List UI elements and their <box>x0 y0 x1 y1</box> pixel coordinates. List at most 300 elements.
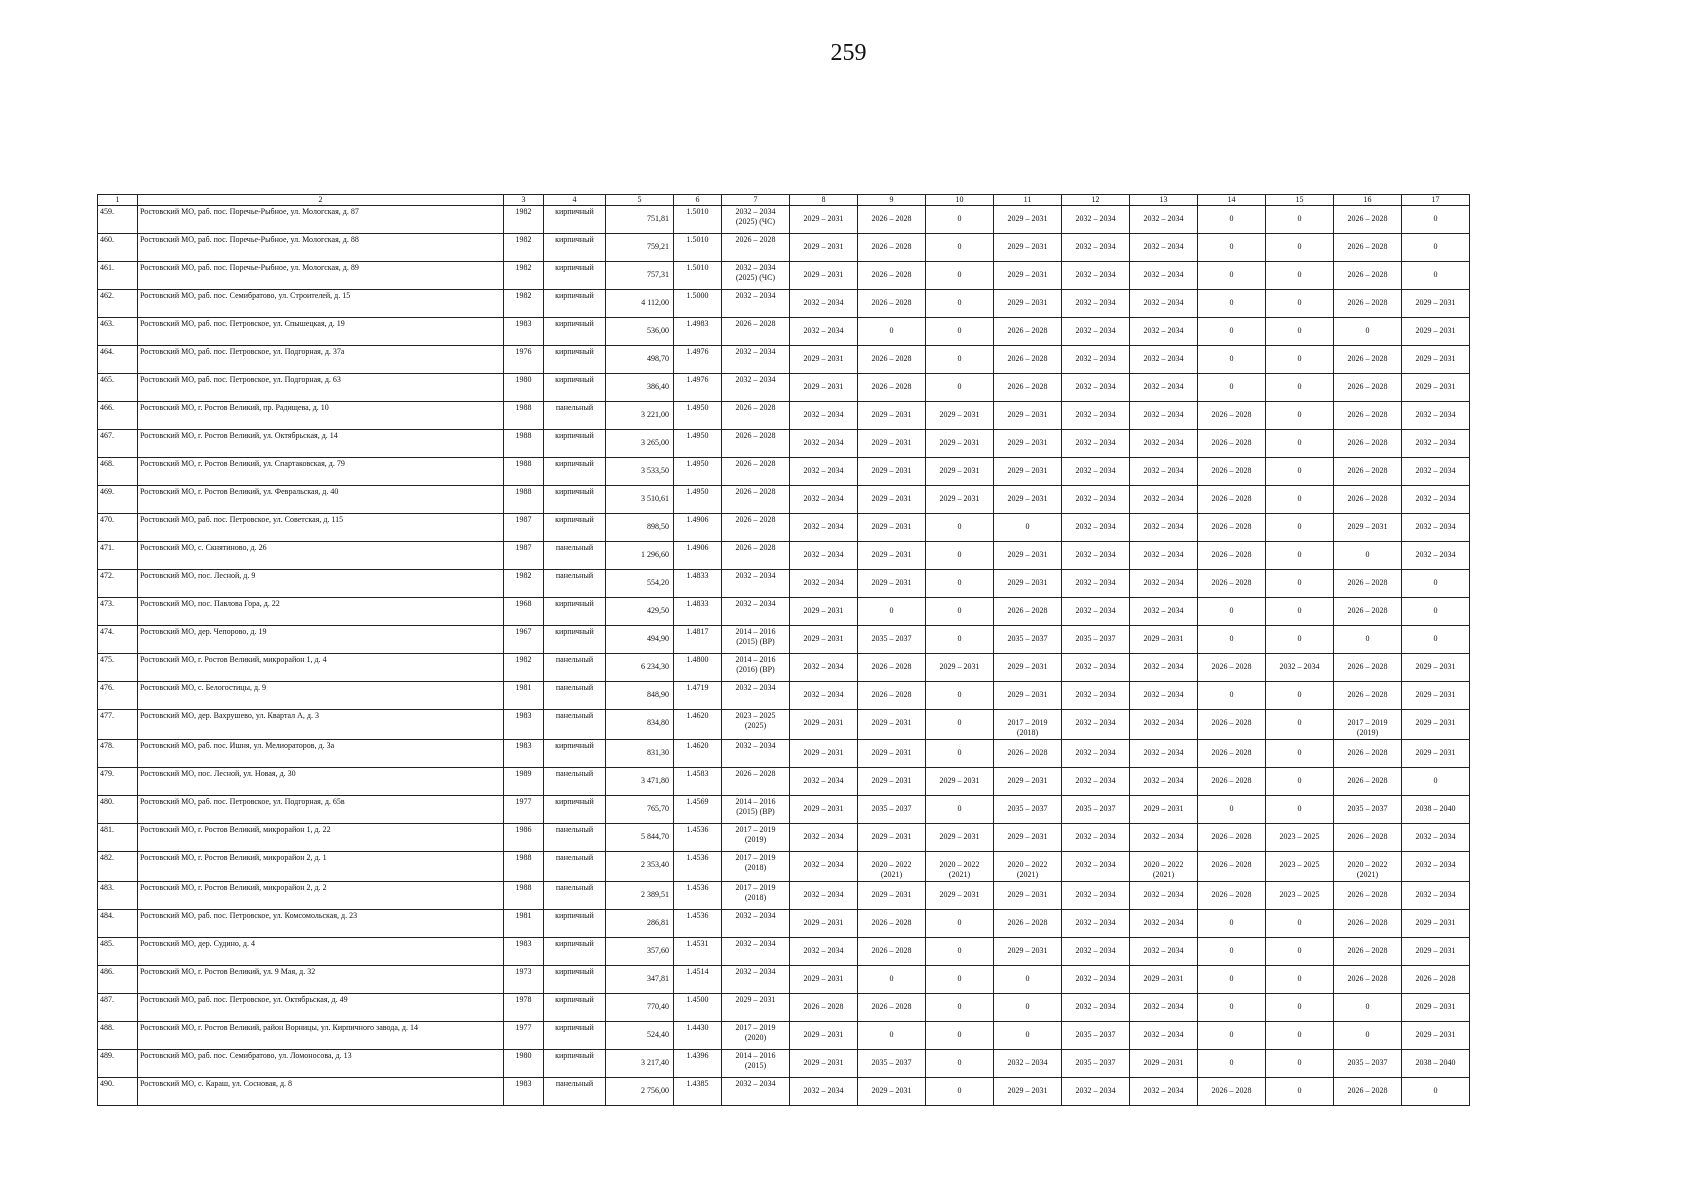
table-cell: 498,70 <box>606 346 674 374</box>
table-cell: 1.4500 <box>674 994 722 1022</box>
table-cell: 2017 – 2019 (2018) <box>722 852 790 882</box>
table-cell: Ростовский МО, раб. пос. Петровское, ул. Подгорная, д. 63 <box>138 374 504 402</box>
table-cell: 1977 <box>504 1022 544 1050</box>
table-cell: 1973 <box>504 966 544 994</box>
table-cell: кирпичный <box>544 938 606 966</box>
table-cell: 0 <box>1266 514 1334 542</box>
table-cell: 2032 – 2034 <box>722 290 790 318</box>
table-cell: 468. <box>98 458 138 486</box>
table-cell: 2032 – 2034 <box>1062 682 1130 710</box>
table-cell: 0 <box>1266 966 1334 994</box>
table-cell: 489. <box>98 1050 138 1078</box>
table-cell: 2026 – 2028 <box>994 346 1062 374</box>
table-cell: 2026 – 2028 <box>722 430 790 458</box>
table-cell: 0 <box>926 262 994 290</box>
table-cell: 1.4620 <box>674 710 722 740</box>
table-cell: Ростовский МО, г. Ростов Великий, микрорайон 2, д. 2 <box>138 882 504 910</box>
table-cell: панельный <box>544 654 606 682</box>
table-cell: 0 <box>1198 938 1266 966</box>
table-cell: 2029 – 2031 <box>790 234 858 262</box>
table-cell: 2029 – 2031 <box>858 458 926 486</box>
table-cell: кирпичный <box>544 994 606 1022</box>
table-cell: 2026 – 2028 <box>1334 262 1402 290</box>
table-cell: 463. <box>98 318 138 346</box>
table-cell: 2 756,00 <box>606 1078 674 1106</box>
table-cell: кирпичный <box>544 206 606 234</box>
table-cell: 2032 – 2034 <box>1402 486 1470 514</box>
table-cell: 1986 <box>504 824 544 852</box>
table-cell: 2026 – 2028 <box>1198 654 1266 682</box>
table-cell: 1983 <box>504 318 544 346</box>
table-cell: 0 <box>1266 402 1334 430</box>
table-cell: 2032 – 2034 <box>1130 514 1198 542</box>
table-cell: 0 <box>1266 768 1334 796</box>
page-number: 259 <box>830 40 867 66</box>
table-cell: 2026 – 2028 <box>1334 910 1402 938</box>
table-cell: 2032 – 2034 <box>790 290 858 318</box>
table-cell: 2026 – 2028 <box>858 346 926 374</box>
table-cell: 0 <box>1334 994 1402 1022</box>
table-cell: 2029 – 2031 <box>994 542 1062 570</box>
table-cell: 2029 – 2031 <box>790 796 858 824</box>
column-header: 15 <box>1266 195 1334 206</box>
table-cell: 1988 <box>504 430 544 458</box>
table-cell: 1.4976 <box>674 374 722 402</box>
table-cell: 0 <box>858 1022 926 1050</box>
table-cell: 1.4536 <box>674 882 722 910</box>
table-cell: 524,40 <box>606 1022 674 1050</box>
table-cell: 0 <box>1334 1022 1402 1050</box>
table-cell: 2032 – 2034 <box>722 598 790 626</box>
table-cell: 1.4833 <box>674 598 722 626</box>
table-cell: 2014 – 2016 (2015) <box>722 1050 790 1078</box>
table-cell: 2035 – 2037 <box>1334 1050 1402 1078</box>
table-cell: 2023 – 2025 (2025) <box>722 710 790 740</box>
table-cell: 474. <box>98 626 138 654</box>
table-cell: 0 <box>1266 740 1334 768</box>
table-cell: 0 <box>1198 966 1266 994</box>
table-cell: панельный <box>544 682 606 710</box>
table-cell: 2026 – 2028 <box>1198 458 1266 486</box>
table-cell: 2029 – 2031 <box>994 486 1062 514</box>
table-cell: 2032 – 2034 <box>1130 910 1198 938</box>
table-cell: 2032 – 2034 <box>1062 910 1130 938</box>
table-cell: 0 <box>1402 768 1470 796</box>
table-cell: 2032 – 2034 <box>790 402 858 430</box>
table-cell: 0 <box>1198 374 1266 402</box>
table-row <box>98 458 1470 486</box>
table-row <box>98 626 1470 654</box>
table-cell: 2032 – 2034 <box>1062 262 1130 290</box>
table-cell: 0 <box>1266 910 1334 938</box>
table-cell: 2026 – 2028 <box>994 910 1062 938</box>
table-cell: 2032 – 2034 <box>790 938 858 966</box>
table-cell: 2026 – 2028 <box>1198 430 1266 458</box>
table-cell: 2035 – 2037 <box>858 1050 926 1078</box>
table-cell: панельный <box>544 710 606 740</box>
table-cell: 1.4396 <box>674 1050 722 1078</box>
table-cell: кирпичный <box>544 374 606 402</box>
table-cell: 0 <box>1334 542 1402 570</box>
table-cell: 2029 – 2031 <box>1130 1050 1198 1078</box>
table-cell: 2026 – 2028 <box>790 994 858 1022</box>
table-cell: 490. <box>98 1078 138 1106</box>
column-header: 5 <box>606 195 674 206</box>
table-cell: 0 <box>1266 290 1334 318</box>
table-cell: 0 <box>1266 598 1334 626</box>
table-cell: 2017 – 2019 (2019) <box>722 824 790 852</box>
table-row <box>98 542 1470 570</box>
table-cell: 2026 – 2028 <box>722 486 790 514</box>
table-cell: 1988 <box>504 882 544 910</box>
table-cell: 1.4800 <box>674 654 722 682</box>
table-cell: 2026 – 2028 <box>858 290 926 318</box>
table-cell: 2032 – 2034 <box>1130 206 1198 234</box>
table-cell: 2032 – 2034 <box>790 458 858 486</box>
table-cell: 2032 – 2034 <box>1130 1022 1198 1050</box>
table-cell: Ростовский МО, г. Ростов Великий, ул. Октябрьская, д. 14 <box>138 430 504 458</box>
table-cell: 1.4620 <box>674 740 722 768</box>
table-cell: кирпичный <box>544 346 606 374</box>
table-cell: 2020 – 2022 (2021) <box>926 852 994 882</box>
table-cell: 0 <box>1198 346 1266 374</box>
table-cell: 0 <box>1402 598 1470 626</box>
table-row <box>98 430 1470 458</box>
table-cell: 1967 <box>504 626 544 654</box>
table-cell: 0 <box>1198 1022 1266 1050</box>
table-cell: 2029 – 2031 <box>926 486 994 514</box>
table-cell: кирпичный <box>544 626 606 654</box>
table-cell: 2032 – 2034 <box>1062 374 1130 402</box>
table-cell: 2029 – 2031 <box>790 740 858 768</box>
table-cell: 1983 <box>504 710 544 740</box>
table-cell: 2026 – 2028 <box>722 514 790 542</box>
table-cell: 0 <box>1266 682 1334 710</box>
table-cell: 0 <box>1198 290 1266 318</box>
table-cell: 2026 – 2028 <box>1334 234 1402 262</box>
table-cell: 0 <box>1266 486 1334 514</box>
table-cell: 2032 – 2034 <box>722 682 790 710</box>
table-cell: 2029 – 2031 <box>994 824 1062 852</box>
table-cell: Ростовский МО, раб. пос. Петровское, ул. Комсомольская, д. 23 <box>138 910 504 938</box>
table-cell: 3 217,40 <box>606 1050 674 1078</box>
column-header: 13 <box>1130 195 1198 206</box>
table-cell: 2026 – 2028 <box>858 206 926 234</box>
table-cell: 2029 – 2031 <box>858 402 926 430</box>
table-cell: 482. <box>98 852 138 882</box>
table-cell: 2032 – 2034 <box>722 966 790 994</box>
table-cell: кирпичный <box>544 514 606 542</box>
table-cell: 2029 – 2031 <box>790 910 858 938</box>
table-cell: 0 <box>1402 234 1470 262</box>
table-cell: панельный <box>544 768 606 796</box>
table-cell: 0 <box>926 1050 994 1078</box>
table-row <box>98 768 1470 796</box>
table-cell: 2029 – 2031 <box>1334 514 1402 542</box>
table-cell: 2032 – 2034 <box>1130 768 1198 796</box>
table-cell: 2032 – 2034 <box>722 938 790 966</box>
table-cell: 2020 – 2022 (2021) <box>858 852 926 882</box>
table-cell: 2032 – 2034 <box>1062 542 1130 570</box>
table-cell: 1.4719 <box>674 682 722 710</box>
table-cell: 2032 – 2034 <box>1062 318 1130 346</box>
table-cell: 2029 – 2031 <box>858 542 926 570</box>
table-cell: 483. <box>98 882 138 910</box>
table-cell: 459. <box>98 206 138 234</box>
table-cell: 2029 – 2031 <box>790 1022 858 1050</box>
table-cell: 0 <box>1266 262 1334 290</box>
table-cell: 2029 – 2031 <box>790 1050 858 1078</box>
table-cell: 1.5010 <box>674 262 722 290</box>
table-cell: 1.4833 <box>674 570 722 598</box>
table-cell: Ростовский МО, раб. пос. Петровское, ул. Спышецкая, д. 19 <box>138 318 504 346</box>
table-cell: 2026 – 2028 <box>1402 966 1470 994</box>
table-cell: 487. <box>98 994 138 1022</box>
table-cell: 2035 – 2037 <box>1062 1050 1130 1078</box>
table-cell: 2029 – 2031 <box>994 768 1062 796</box>
table-cell: 2032 – 2034 <box>1062 458 1130 486</box>
table-cell: 0 <box>926 290 994 318</box>
table-cell: 2026 – 2028 <box>1334 654 1402 682</box>
table-cell: 0 <box>1198 626 1266 654</box>
table-cell: 476. <box>98 682 138 710</box>
table-cell: 462. <box>98 290 138 318</box>
table-cell: 834,80 <box>606 710 674 740</box>
table-cell: панельный <box>544 1078 606 1106</box>
table-cell: 2032 – 2034 <box>1402 542 1470 570</box>
table-cell: панельный <box>544 402 606 430</box>
table-cell: 1983 <box>504 740 544 768</box>
table-cell: 2026 – 2028 <box>858 910 926 938</box>
table-cell: 2026 – 2028 <box>1334 402 1402 430</box>
table-cell: 0 <box>1402 262 1470 290</box>
table-cell: панельный <box>544 824 606 852</box>
table-cell: 2032 – 2034 <box>1062 824 1130 852</box>
table-cell: 2026 – 2028 <box>858 374 926 402</box>
table-cell: 0 <box>926 910 994 938</box>
table-cell: 470. <box>98 514 138 542</box>
table-cell: 2029 – 2031 <box>926 402 994 430</box>
table-cell: 2029 – 2031 <box>858 882 926 910</box>
table-cell: 2032 – 2034 <box>1130 682 1198 710</box>
table-row <box>98 910 1470 938</box>
table-cell: 2032 – 2034 <box>1130 458 1198 486</box>
table-cell: 1.4536 <box>674 824 722 852</box>
table-cell: 2026 – 2028 <box>1198 740 1266 768</box>
table-cell: 2032 – 2034 <box>1062 882 1130 910</box>
table-cell: 2032 – 2034 <box>1402 514 1470 542</box>
table-cell: 480. <box>98 796 138 824</box>
table-cell: 2029 – 2031 <box>858 430 926 458</box>
table-cell: 2032 – 2034 <box>1402 824 1470 852</box>
table-cell: 2029 – 2031 <box>994 458 1062 486</box>
table-cell: 1.4536 <box>674 852 722 882</box>
table-cell: 2026 – 2028 <box>1198 768 1266 796</box>
column-header: 17 <box>1402 195 1470 206</box>
table-cell: 0 <box>926 966 994 994</box>
table-cell: 2032 – 2034 <box>1062 740 1130 768</box>
table-cell: 0 <box>1266 1050 1334 1078</box>
table-cell: 2026 – 2028 <box>858 234 926 262</box>
table-cell: 2032 – 2034 <box>1062 852 1130 882</box>
table-cell: 3 221,00 <box>606 402 674 430</box>
table-cell: 2029 – 2031 <box>926 768 994 796</box>
table-cell: 3 510,61 <box>606 486 674 514</box>
table-cell: 0 <box>1198 318 1266 346</box>
table-cell: 1981 <box>504 682 544 710</box>
table-cell: 2032 – 2034 <box>1062 570 1130 598</box>
table-cell: 2032 – 2034 <box>1266 654 1334 682</box>
table-cell: 0 <box>926 346 994 374</box>
table-row <box>98 570 1470 598</box>
table-cell: 0 <box>926 710 994 740</box>
table-cell: 2029 – 2031 <box>926 882 994 910</box>
table-cell: 2032 – 2034 <box>1062 346 1130 374</box>
table-cell: 2035 – 2037 <box>994 796 1062 824</box>
table-cell: 2032 – 2034 <box>1130 882 1198 910</box>
table-cell: 2026 – 2028 <box>1198 570 1266 598</box>
table-cell: 2029 – 2031 <box>926 458 994 486</box>
table-row <box>98 994 1470 1022</box>
table-cell: 0 <box>1334 626 1402 654</box>
table-cell: 494,90 <box>606 626 674 654</box>
table-cell: 3 265,00 <box>606 430 674 458</box>
table-cell: 2032 – 2034 <box>790 682 858 710</box>
table-cell: 0 <box>1266 710 1334 740</box>
table-cell: 2029 – 2031 <box>994 654 1062 682</box>
table-cell: 0 <box>1198 682 1266 710</box>
table-cell: 2026 – 2028 <box>722 542 790 570</box>
table-cell: 1.4514 <box>674 966 722 994</box>
table-cell: 0 <box>994 514 1062 542</box>
table-cell: Ростовский МО, раб. пос. Поречье-Рыбное, ул. Мологская, д. 89 <box>138 262 504 290</box>
table-cell: 2026 – 2028 <box>722 402 790 430</box>
table-cell: 472. <box>98 570 138 598</box>
table-cell: 2029 – 2031 <box>994 570 1062 598</box>
table-cell: 2026 – 2028 <box>1198 1078 1266 1106</box>
table-cell: 2029 – 2031 <box>926 824 994 852</box>
table-cell: 2020 – 2022 (2021) <box>1130 852 1198 882</box>
table-cell: 770,40 <box>606 994 674 1022</box>
table-cell: 2032 – 2034 <box>1130 740 1198 768</box>
table-cell: 0 <box>1198 910 1266 938</box>
table-cell: 2014 – 2016 (2015) (ВР) <box>722 796 790 824</box>
table-cell: 2032 – 2034 <box>1130 290 1198 318</box>
table-cell: 0 <box>1402 1078 1470 1106</box>
table-cell: Ростовский МО, г. Ростов Великий, пр. Радищева, д. 10 <box>138 402 504 430</box>
table-cell: 2032 – 2034 <box>790 654 858 682</box>
table-cell: 2029 – 2031 <box>1402 654 1470 682</box>
table-cell: 2032 – 2034 <box>1062 402 1130 430</box>
table-cell: 2029 – 2031 <box>858 740 926 768</box>
column-header: 1 <box>98 195 138 206</box>
table-cell: 2032 – 2034 <box>1062 234 1130 262</box>
table-row <box>98 206 1470 234</box>
table-cell: 2029 – 2031 <box>994 262 1062 290</box>
table-cell: 0 <box>858 966 926 994</box>
table-cell: 477. <box>98 710 138 740</box>
table-cell: 0 <box>994 1022 1062 1050</box>
table-cell: 2029 – 2031 <box>1402 910 1470 938</box>
table-cell: Ростовский МО, раб. пос. Петровское, ул. Октябрьская, д. 49 <box>138 994 504 1022</box>
table-cell: 2017 – 2019 (2020) <box>722 1022 790 1050</box>
table-cell: 2 389,51 <box>606 882 674 910</box>
table-cell: 2029 – 2031 <box>858 768 926 796</box>
table-cell: 2026 – 2028 <box>858 262 926 290</box>
table-cell: 0 <box>1198 598 1266 626</box>
column-header: 3 <box>504 195 544 206</box>
table-cell: 6 234,30 <box>606 654 674 682</box>
table-cell: 1.4950 <box>674 430 722 458</box>
table-cell: 2029 – 2031 <box>858 570 926 598</box>
table-cell: 2032 – 2034 <box>1402 402 1470 430</box>
table-cell: 2029 – 2031 <box>1402 290 1470 318</box>
table-cell: 2035 – 2037 <box>858 626 926 654</box>
table-cell: 460. <box>98 234 138 262</box>
table-cell: кирпичный <box>544 262 606 290</box>
table-cell: 2029 – 2031 <box>1402 346 1470 374</box>
table-cell: 486. <box>98 966 138 994</box>
table-cell: 1.4531 <box>674 938 722 966</box>
table-cell: 2026 – 2028 <box>722 234 790 262</box>
table-cell: 357,60 <box>606 938 674 966</box>
table-cell: 2029 – 2031 <box>790 262 858 290</box>
table-cell: 2029 – 2031 <box>926 430 994 458</box>
table-cell: 2029 – 2031 <box>858 486 926 514</box>
table-cell: 831,30 <box>606 740 674 768</box>
table-cell: 2029 – 2031 <box>858 1078 926 1106</box>
column-header: 16 <box>1334 195 1402 206</box>
table-row <box>98 710 1470 740</box>
table-row <box>98 938 1470 966</box>
table-cell: 1988 <box>504 402 544 430</box>
table-cell: 2032 – 2034 <box>1130 430 1198 458</box>
table-row <box>98 234 1470 262</box>
column-header: 7 <box>722 195 790 206</box>
table-cell: 2032 – 2034 <box>1130 346 1198 374</box>
table-cell: 2029 – 2031 <box>1130 966 1198 994</box>
table-cell: 2035 – 2037 <box>994 626 1062 654</box>
table-cell: 2026 – 2028 <box>1334 598 1402 626</box>
table-cell: 1982 <box>504 654 544 682</box>
table-cell: 0 <box>926 796 994 824</box>
table-cell: 0 <box>926 374 994 402</box>
table-cell: 1987 <box>504 542 544 570</box>
table-cell: 2032 – 2034 <box>1130 570 1198 598</box>
table-cell: панельный <box>544 570 606 598</box>
table-row <box>98 1050 1470 1078</box>
table-cell: 0 <box>926 1078 994 1106</box>
table-cell: 2029 – 2031 <box>858 514 926 542</box>
table-cell: 2029 – 2031 <box>1402 682 1470 710</box>
table-cell: 0 <box>994 994 1062 1022</box>
table-cell: 848,90 <box>606 682 674 710</box>
table-cell: 2032 – 2034 <box>1062 768 1130 796</box>
table-cell: 0 <box>1266 994 1334 1022</box>
table-cell: 2029 – 2031 <box>858 710 926 740</box>
table-cell: 2032 – 2034 <box>790 882 858 910</box>
table-cell: кирпичный <box>544 796 606 824</box>
table-cell: 2014 – 2016 (2015) (ВР) <box>722 626 790 654</box>
table-row <box>98 262 1470 290</box>
table-cell: 2026 – 2028 <box>858 938 926 966</box>
table-cell: 2026 – 2028 <box>994 374 1062 402</box>
table-cell: 2 353,40 <box>606 852 674 882</box>
table-cell: 0 <box>1402 570 1470 598</box>
table-cell: 0 <box>1266 570 1334 598</box>
table-cell: 2032 – 2034 <box>1130 374 1198 402</box>
table-cell: 485. <box>98 938 138 966</box>
